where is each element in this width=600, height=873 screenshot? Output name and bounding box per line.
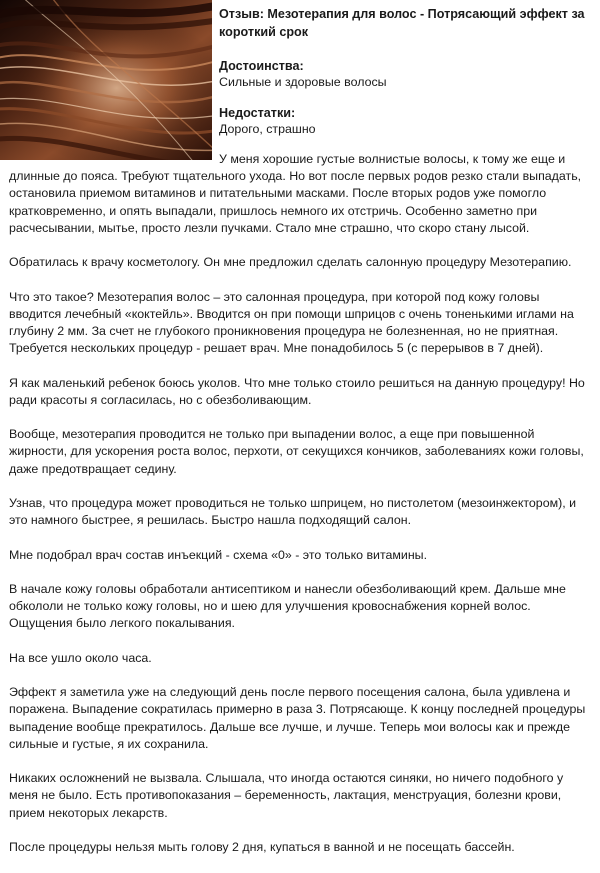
review-title: Отзыв: Мезотерапия для волос - Потрясающий эффект за короткий срок [219, 7, 585, 39]
cons-text: Дорого, страшно [219, 122, 316, 136]
pros-text: Сильные и здоровые волосы [219, 75, 387, 89]
review-paragraph: Обратилась к врачу косметологу. Он мне предложил сделать салонную процедуру Мезотерапию. [9, 255, 572, 270]
review-paragraph: Узнав, что процедура может проводиться не только шприцем, но пистолетом (мезоинжектором), и это намного быстрее, я решилась. Быстро нашла подходящий салон. [9, 495, 577, 528]
pros-heading: Достоинства: [219, 59, 304, 73]
review-paragraph: Я как маленький ребенок боюсь уколов. Что мне только стоило решиться на данную процедуру! Но ради красоты я согласилась, но с обезболивающим. [9, 375, 585, 407]
review-body [9, 151, 589, 873]
review-paragraph: Вообще, мезотерапия проводится не только при выпадении волос, а еще при повышенной жирности, для ускорения роста волос, перхоти, от секущихся кончиков, заболеваниях кожи головы, даже предотвращает седину. [9, 427, 584, 476]
review-paragraph: В начале кожу головы обработали антисептиком и нанесли обезболивающий крем. Дальше мне обкололи не только кожу головы, но и шею для улучшения кровоснабжения корней волос. Ощущения было легкого покалывания. [9, 581, 566, 631]
review-paragraph: Что это такое? Мезотерапия волос – это салонная процедура, при которой под кожу головы вводится лечебный «коктейль». Вводится он при помощи шприцов с очень тоненькими иглами на глубину 2 мм. За счет не глубокого проникновения процедура не болезненная, но не приятная. Требуется нескольких процедур - решает врач. Мне понадобилось 5 (с перерывов в 7 дней). [9, 289, 574, 356]
cons-heading: Недостатки: [219, 106, 296, 120]
review-paragraph: После процедуры нельзя мыть голову 2 дня, купаться в ванной и не посещать бассейн. [9, 839, 515, 854]
review-paragraph: На все ушло около часа. [9, 650, 152, 665]
review-paragraph: Мне подобрал врач состав инъекций - схема «0» - это только витамины. [9, 547, 428, 562]
hair-photo-icon [0, 0, 212, 160]
review-paragraph: У меня хорошие густые волнистые волосы, к тому же еще и длинные до пояса. Требуют тщательного ухода. Но вот после первых родов резко стали выпадать, остановила приемом витаминов и питательными масками. После вторых родов уже помогло кратковременно, и опять выпадали, пришлось немного их отстричь. Особенно заметно при расчесывании, мытье, просто лезли пучками. Стало мне страшно, что скоро стану лысой. [9, 152, 582, 235]
review-paragraph: Никаких осложнений не вызвала. Слышала, что иногда остаются синяки, но ничего подобного у меня не было. Есть противопоказания – беременность, лактация, менструация, болезни крови, прием некоторых лекарств. [9, 771, 564, 820]
review-paragraph: Эффект я заметила уже на следующий день после первого посещения салона, была удивлена и поражена. Выпадение сократилась примерно в раза 3. Потрясающе. К концу последней процедуры выпадение вообще прекратилось. Дальше все лучше, и лучше. Теперь мои волосы как и прежде сильные и густые, я их сохранила. [9, 685, 586, 751]
hair-photo [0, 0, 212, 160]
